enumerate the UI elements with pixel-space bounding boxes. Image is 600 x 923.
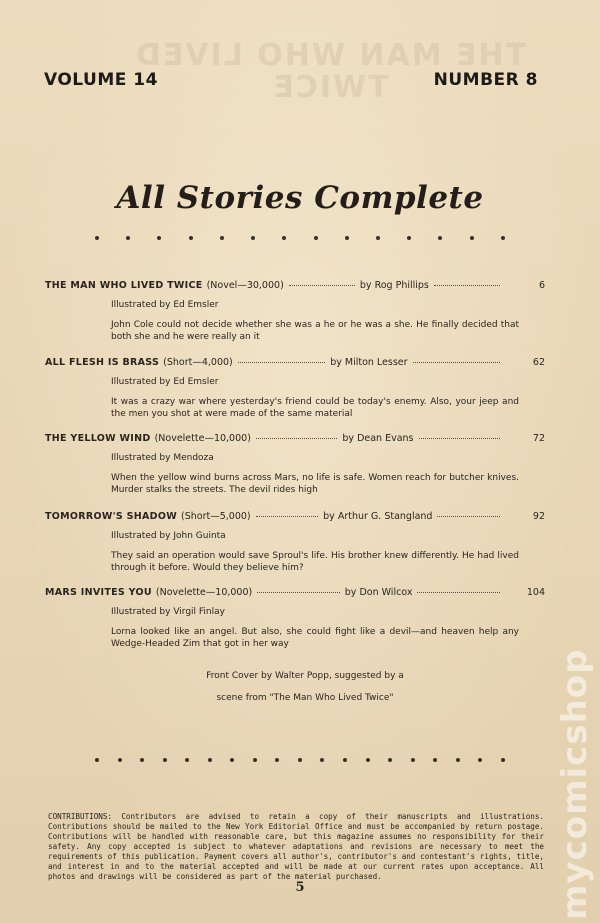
story-page: 62 <box>532 357 545 368</box>
cover-credit <box>170 665 440 709</box>
story-title[interactable]: THE YELLOW WIND <box>45 433 151 444</box>
story-blurb: When the yellow wind burns across Mars, no life is safe. Women reach for butcher knives. Murder stalks the streets. The devil rides high <box>111 473 519 495</box>
dot-leader <box>417 592 500 593</box>
story-illustrator: Illustrated by Ed Emsler <box>111 377 219 387</box>
story-length: (Novelette—10,000) <box>154 433 251 444</box>
story-illustrator: Illustrated by Ed Emsler <box>111 300 219 310</box>
story-entry <box>45 511 545 574</box>
story-blurb: They said an operation would save Sproul's life. His brother knew differently. He had lived through it before. Would they believe him? <box>111 551 519 573</box>
story-author: by Arthur G. Stangland <box>323 511 433 522</box>
story-length: (Short—5,000) <box>181 511 251 522</box>
story-author: by Don Wilcox <box>344 587 413 598</box>
show-through-text: THE MAN WHO LIVED TWICE <box>133 38 527 105</box>
contributions-notice: CONTRIBUTIONS: Contributors are advised to retain a copy of their manuscripts and illustrations. Contributions should be mailed to the New York Editorial Office and must be accompanied by return postage. Contributions will be handled with reasonable care, but this magazine assumes no responsibility for their safety. Any copy accepted is subject to whatever adaptations and revisions are necessary to meet the requirements of this publication. Payment covers all author's, contributor's and contestant's rights, title, and interest in and to the material accepted and will be made at our current rates upon acceptance. All photos and drawings will be considered as part of the material purchased. <box>48 812 544 881</box>
story-length: (Short—4,000) <box>163 357 233 368</box>
cover-credit-line: Front Cover by Walter Popp, suggested by a <box>206 671 404 681</box>
story-blurb: Lorna looked like an angel. But also, she could fight like a devil—and heaven help any Wedge-Headed Zim that got in her way <box>111 627 519 649</box>
dot-divider-top <box>95 236 505 240</box>
story-entry <box>45 433 545 496</box>
story-title[interactable]: THE MAN WHO LIVED TWICE <box>45 280 203 291</box>
story-length: (Novelette—10,000) <box>155 587 253 598</box>
story-entry <box>45 587 545 650</box>
number-label: NUMBER 8 <box>433 70 538 90</box>
contents-title: All Stories Complete <box>116 180 484 216</box>
dot-divider-bottom <box>95 758 505 762</box>
dot-leader <box>437 516 500 517</box>
story-entry <box>45 280 545 343</box>
story-title[interactable]: ALL FLESH IS BRASS <box>45 357 160 368</box>
issue-header <box>44 70 538 90</box>
story-page: 104 <box>526 587 545 598</box>
story-author: by Milton Lesser <box>330 357 408 368</box>
story-author: by Rog Phillips <box>359 280 429 291</box>
dot-leader <box>289 285 355 286</box>
story-illustrator: Illustrated by John Guinta <box>111 531 226 541</box>
dot-leader <box>419 438 500 439</box>
dot-leader <box>257 592 340 593</box>
page-number: 5 <box>295 880 305 895</box>
watermark-logo: mycomicshop <box>555 648 595 920</box>
story-entry <box>45 357 545 420</box>
dot-leader <box>256 516 319 517</box>
story-page: 6 <box>538 280 545 291</box>
volume-label: VOLUME 14 <box>44 70 158 90</box>
story-blurb: It was a crazy war where yesterday's friend could be today's enemy. Also, your jeep and the men you shot at were made of the same material <box>111 397 519 419</box>
story-length: (Novel—30,000) <box>206 280 284 291</box>
story-blurb: John Cole could not decide whether she was a he or he was a she. He finally decided that both she and he were really an it <box>111 320 519 342</box>
story-title[interactable]: TOMORROW'S SHADOW <box>45 511 178 522</box>
story-author: by Dean Evans <box>342 433 414 444</box>
dot-leader <box>238 362 325 363</box>
cover-credit-line: scene from "The Man Who Lived Twice" <box>216 693 394 703</box>
story-illustrator: Illustrated by Mendoza <box>111 453 214 463</box>
dot-leader <box>256 438 337 439</box>
dot-leader <box>413 362 500 363</box>
dot-leader <box>434 285 500 286</box>
story-page: 72 <box>532 433 545 444</box>
story-page: 92 <box>532 511 545 522</box>
story-illustrator: Illustrated by Virgil Finlay <box>111 607 225 617</box>
story-title[interactable]: MARS INVITES YOU <box>45 587 152 598</box>
